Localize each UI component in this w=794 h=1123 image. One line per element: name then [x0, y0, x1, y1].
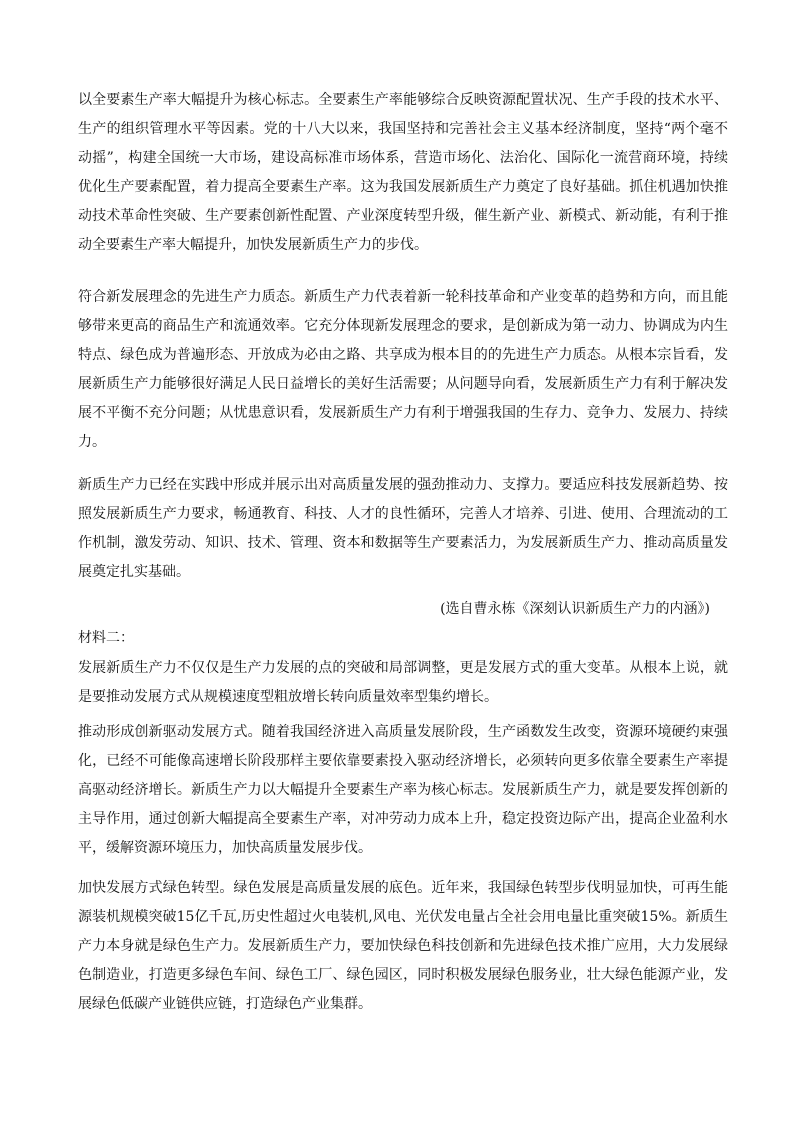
paragraph-total-factor-productivity: 以全要素生产率大幅提升为核心标志。全要素生产率能够综合反映资源配置状况、生产手段的技术水平、生产的组织管理水平等因素。党的十八大以来，我国坚持和完善社会主义基本经济制度，坚持“两个毫不动摇”，构建全国统一大市场，建设高标准市场体系，营造市场化、法治化、国际化一流营商环境，持续优化生产要素配置，着力提高全要素生产率。这为我国发展新质生产力奠定了良好基础。抓住机遇加快推动技术革命性突破、生产要素创新性配置、产业深度转型升级，催生新产业、新模式、新动能，有利于推动全要素生产率大幅提升，加快发展新质生产力的步伐。	[78, 92, 728, 253]
paragraph-innovation-driven: 推动形成创新驱动发展方式。随着我国经济进入高质量发展阶段，生产函数发生改变，资源环境硬约束强化，已经不可能像高速增长阶段那样主要依靠要素投入驱动经济增长，必须转向更多依靠全要素生产率提高驱动经济增长。新质生产力以大幅提升全要素生产率为核心标志。发展新质生产力，就是要发挥创新的主导作用，通过创新大幅提高全要素生产率，对冲劳动力成本上升，稳定投资边际产出，提高企业盈利水平，缓解资源环境压力，加快高质量发展步伐。	[78, 724, 728, 856]
paragraph-practice-driving-force: 新质生产力已经在实践中形成并展示出对高质量发展的强劲推动力、支撑力。要适应科技发展新趋势、按照发展新质生产力要求，畅通教育、科技、人才的良性循环，完善人才培养、引进、使用、合理流动的工作机制，激发劳动、知识、技术、管理、资本和数据等生产要素活力，为发展新质生产力、推动高质量发展奠定扎实基础。	[78, 477, 728, 580]
material-two-heading: 材料二：	[78, 630, 134, 646]
paragraph-green-transformation: 加快发展方式绿色转型。绿色发展是高质量发展的底色。近年来，我国绿色转型步伐明显加快，可再生能源装机规模突破15亿千瓦,历史性超过火电装机,风电、光伏发电量占全社会用电量比重突破15%。新质生产力本身就是绿色生产力。发展新质生产力，要加快绿色科技创新和先进绿色技术推广应用，大力发展绿色制造业，打造更多绿色车间、绿色工厂、绿色园区，同时积极发展绿色服务业，壮大绿色能源产业，发展绿色低碳产业链供应链，打造绿色产业集群。	[78, 880, 728, 1012]
paragraph-development-mode-change: 发展新质生产力不仅仅是生产力发展的点的突破和局部调整，更是发展方式的重大变革。从根本上说，就是要推动发展方式从规模速度型粗放增长转向质量效率型集约增长。	[78, 660, 728, 705]
source-citation: (选自曹永栋《深刻认识新质生产力的内涵》)	[440, 601, 710, 617]
paragraph-advanced-productivity-form: 符合新发展理念的先进生产力质态。新质生产力代表着新一轮科技革命和产业变革的趋势和方向，而且能够带来更高的商品生产和流通效率。它充分体现新发展理念的要求，是创新成为第一动力、协调成为内生特点、绿色成为普遍形态、开放成为必由之路、共享成为根本目的的先进生产力质态。从根本宗旨看，发展新质生产力能够很好满足人民日益增长的美好生活需要；从问题导向看，发展新质生产力有利于解决发展不平衡不充分问题；从忧患意识看，发展新质生产力有利于增强我国的生存力、竞争力、发展力、持续力。	[78, 289, 728, 450]
